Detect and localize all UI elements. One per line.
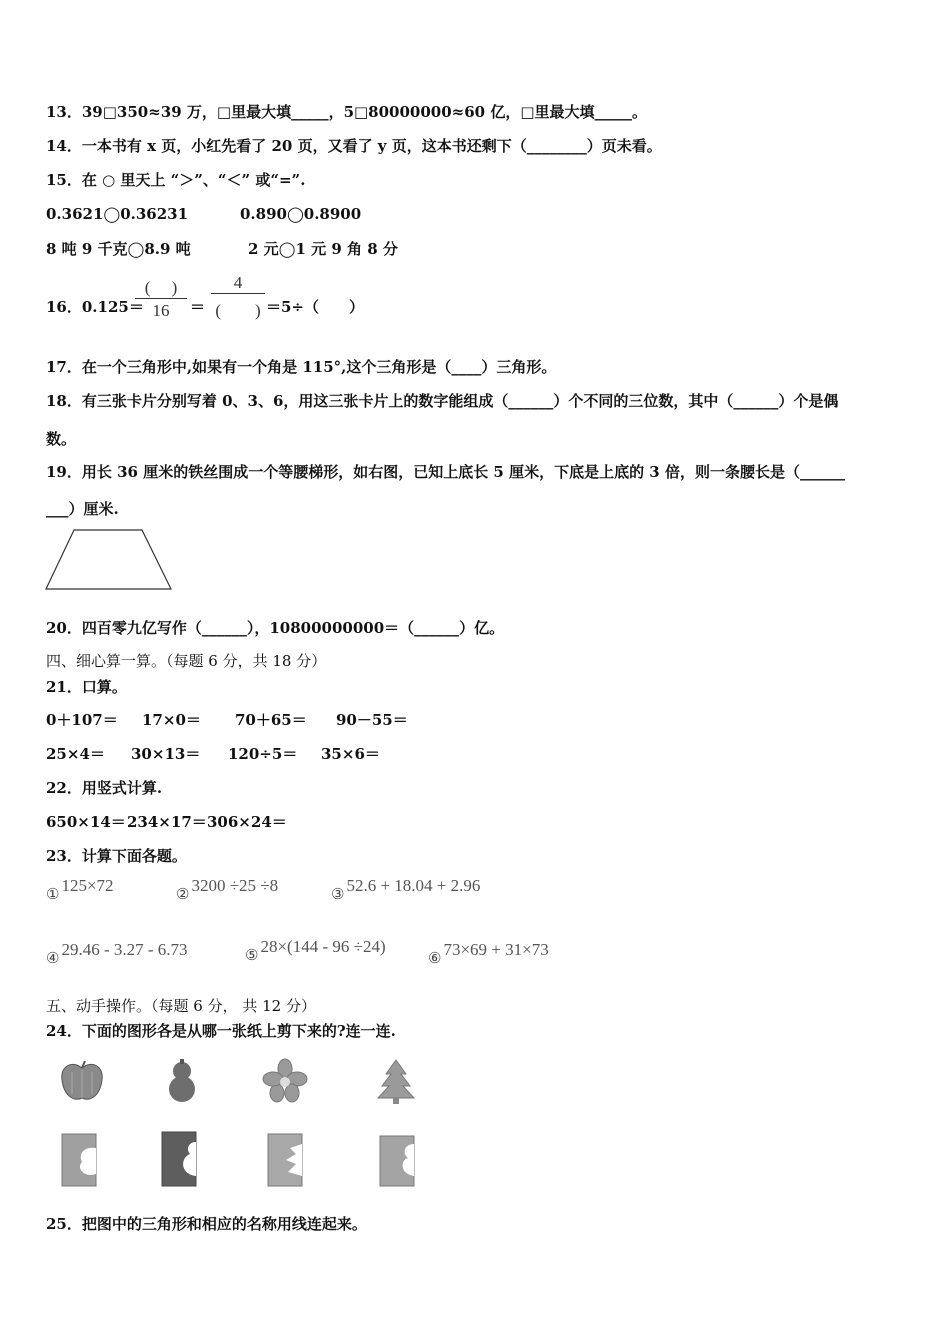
paper-with-flower-cut-icon	[266, 1132, 306, 1188]
item-expression: 52.6 + 18.04 + 2.96	[346, 876, 481, 895]
question-19-line1: 19．用长 36 厘米的铁丝围成一个等腰梯形，如右图，已知上底长 5 厘米，下底是上底的 3 倍，则一条腰长是（______	[46, 463, 845, 481]
calc-item-2	[176, 876, 279, 903]
calc-item-4	[46, 940, 188, 967]
item-number: ②	[176, 887, 190, 903]
item-expression: 28×(144 - 96 ÷24)	[260, 937, 386, 956]
item-expression: 125×72	[61, 876, 114, 895]
section-4-heading: 四、细心算一算。（每题 6 分，共 18 分）	[46, 652, 327, 670]
question-17: 17．在一个三角形中,如果有一个角是 115°,这个三角形是（____）三角形。	[46, 358, 557, 376]
question-19-line2: ___）厘米.	[46, 500, 119, 518]
paper-with-tree-cut-icon	[378, 1134, 418, 1188]
fraction-2	[211, 273, 265, 321]
question-16-prefix: 16．0.125＝	[46, 298, 144, 316]
calc-item-1	[46, 876, 114, 903]
question-16-equals: ＝	[190, 298, 206, 316]
item-expression: 73×69 + 31×73	[443, 940, 549, 959]
question-15-d: 2 元◯1 元 9 角 8 分	[248, 240, 398, 258]
question-18-line1: 18．有三张卡片分别写着 0、3、6，用这三张卡片上的数字能组成（______）个不同的三位数，其中（______）个是偶	[46, 392, 839, 410]
paper-with-gourd-cut-icon	[160, 1130, 200, 1188]
item-number: ③	[331, 887, 345, 903]
oral-calc-item: 90－55＝	[336, 711, 408, 729]
tree-shape-icon	[376, 1058, 416, 1104]
oral-calc-item: 0＋107＝	[46, 711, 118, 729]
section-5-heading: 五、动手操作。（每题 6 分， 共 12 分）	[46, 997, 316, 1015]
question-15-b: 0.890◯0.8900	[240, 205, 362, 223]
fraction-2-numerator: 4	[233, 273, 243, 292]
flower-shape-icon	[262, 1058, 308, 1104]
item-number: ①	[46, 887, 60, 903]
question-15-a: 0.3621◯0.36231	[46, 205, 189, 223]
oral-calc-item: 17×0＝	[142, 711, 201, 729]
oral-calc-item: 35×6＝	[321, 745, 380, 763]
fraction-2-denominator: ( )	[211, 293, 265, 321]
question-14: 14．一本书有 x 页，小红先看了 20 页，又看了 y 页，这本书还剩下（________）页未看。	[46, 137, 662, 155]
question-15-title: 15．在 ○ 里天上 “＞”、“＜” 或“=”.	[46, 171, 306, 189]
vertical-calc-item: 234×17＝	[127, 813, 207, 831]
question-15-c: 8 吨 9 千克◯8.9 吨	[46, 240, 191, 258]
calc-item-5	[245, 937, 386, 964]
item-expression: 3200 ÷25 ÷8	[191, 876, 279, 895]
question-16-suffix: ＝5÷（ ）	[266, 298, 365, 316]
question-25: 25．把图中的三角形和相应的名称用线连起来。	[46, 1215, 367, 1233]
paper-with-apple-cut-icon	[60, 1132, 100, 1188]
fraction-1-denominator: 16	[135, 298, 187, 321]
oral-calc-item: 120÷5＝	[228, 745, 298, 763]
oral-calc-item: 30×13＝	[131, 745, 201, 763]
apple-shape-icon	[58, 1058, 106, 1104]
calc-item-3	[331, 876, 481, 903]
question-18-line2: 数。	[46, 430, 77, 448]
question-24: 24．下面的图形各是从哪一张纸上剪下来的?连一连.	[46, 1022, 396, 1040]
question-20: 20．四百零九亿写作（______），10800000000＝（______）亿。	[46, 619, 505, 637]
question-22-title: 22．用竖式计算.	[46, 779, 163, 797]
vertical-calc-item: 650×14＝	[46, 813, 126, 831]
question-13: 13．39□350≈39 万，□里最大填_____，5□80000000≈60 亿，□里最大填_____。	[46, 103, 648, 121]
fraction-1	[135, 273, 187, 321]
item-expression: 29.46 - 3.27 - 6.73	[61, 940, 188, 959]
oral-calc-item: 25×4＝	[46, 745, 105, 763]
question-23-title: 23．计算下面各题。	[46, 847, 187, 865]
trapezoid-figure	[44, 528, 174, 592]
item-number: ⑥	[428, 951, 442, 967]
question-21-title: 21．口算。	[46, 678, 127, 696]
fraction-1-numerator: ( )	[144, 278, 178, 297]
item-number: ④	[46, 951, 60, 967]
calc-item-6	[428, 940, 549, 967]
vertical-calc-item: 306×24＝	[207, 813, 287, 831]
gourd-shape-icon	[162, 1058, 202, 1104]
oral-calc-item: 70＋65＝	[235, 711, 307, 729]
item-number: ⑤	[245, 948, 259, 964]
